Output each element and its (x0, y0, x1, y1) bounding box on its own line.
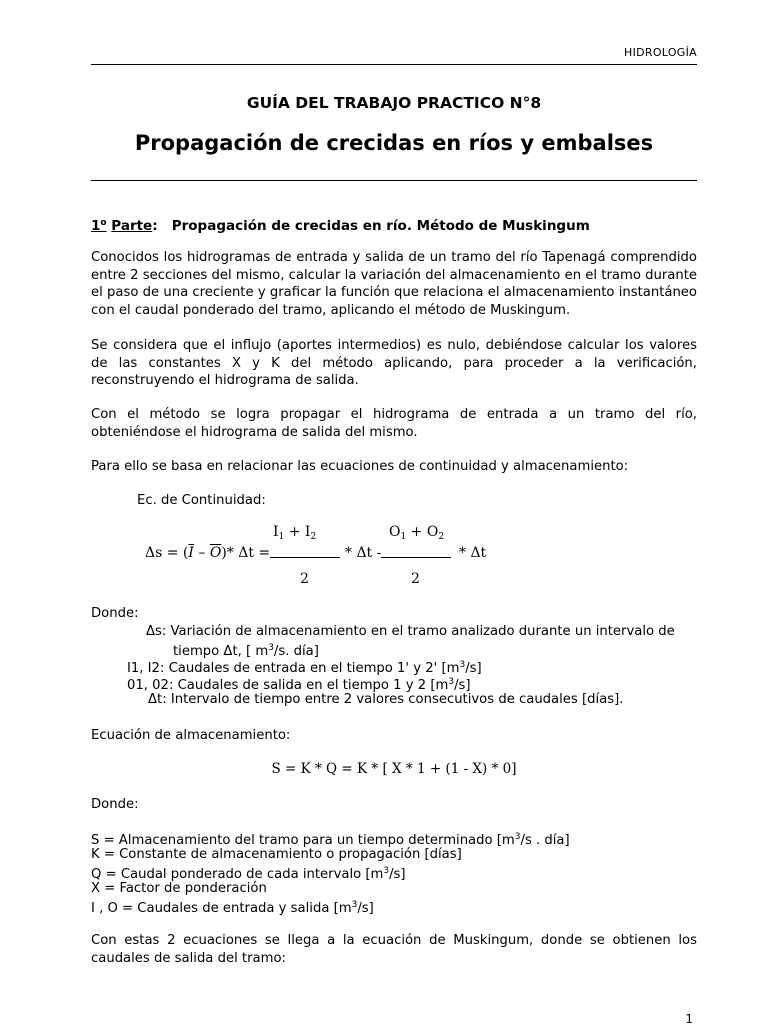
paragraph-3: Con el método se logra propagar el hidrograma de entrada a un tramo del río, obteniéndose el hidrograma de salida del mismo. (91, 407, 697, 440)
def-outflows: 01, 02: Caudales de salida en el tiempo 1 y 2 $[m^3/s]$ (127, 677, 471, 693)
paragraph-4: Para ello se basa en relacionar las ecuaciones de continuidad y almacenamiento: (91, 459, 629, 474)
def-inflows: I1, I2: Caudales de entrada en el tiempo 1' y 2' $[m^3/s]$ (127, 660, 482, 676)
running-header: HIDROLOGÍA (624, 46, 697, 59)
guide-title: GUÍA DEL TRABAJO PRACTICO N°8 (246, 94, 542, 112)
numerator-outflow: $O_1 + O_2$ (389, 524, 445, 542)
section-heading: 1$^o$ Parte: Propagación de crecidas en río. Método de Muskingum (91, 218, 590, 234)
donde-label-1: Donde: (91, 606, 139, 621)
def-k: K = Constante de almacenamiento o propagación [días] (91, 847, 462, 862)
paragraph-final: Con estas 2 ecuaciones se llega a la ecuación de Muskingum, donde se obtienen los caudales de salida del tramo: (91, 933, 697, 966)
def-q: Q = Caudal ponderado de cada intervalo $[m^3/s]$ (91, 866, 406, 882)
section-part: Parte (111, 218, 153, 234)
equation-middle: * Δt - (345, 545, 382, 561)
paragraph-2: Se considera que el influjo (aportes intermedios) es nulo, debiéndose calcular los valores de las constantes X y K del método aplicando, para proceder a la verificación, reconstruyendo el hidrograma de salida. (91, 338, 697, 388)
denominator-1: 2 (300, 571, 309, 587)
document-page (91, 0, 697, 1024)
numerator-inflow: $I_1 + I_2$ (273, 524, 317, 542)
donde-label-2: Donde: (91, 797, 139, 812)
paragraph-1: Conocidos los hidrogramas de entrada y salida de un tramo del río Tapenagá comprendido entre 2 secciones del mismo, calcular la variación del almacenamiento en el tramo durante el paso de una creciente y graficar la función que relaciona el almacenamiento instantáneo con el caudal ponderado del tramo, aplicando el método de Muskingum. (91, 250, 697, 318)
section-number: 1$^o$ (91, 218, 107, 234)
fraction-bar-1 (270, 557, 340, 558)
storage-equation: S = K * Q = K * [ X * 1 + (1 - X) * 0] (271, 761, 517, 777)
def-delta-t: Δt: Intervalo de tiempo entre 2 valores consecutivos de caudales [días]. (148, 692, 624, 707)
main-title: Propagación de crecidas en ríos y embalses (134, 131, 654, 155)
continuity-label: Ec. de Continuidad: (137, 493, 266, 508)
fraction-bar-2 (381, 557, 451, 558)
def-x: X = Factor de ponderación (91, 881, 267, 896)
section-title: Propagación de crecidas en río. Método de Muskingum (171, 218, 590, 234)
equation-tail: * Δt (459, 545, 487, 561)
def-storage: S = Almacenamiento del tramo para un tiempo determinado [$m^3/s$ . día] (91, 832, 570, 848)
title-rule (91, 180, 697, 181)
def-delta-s-cont: tiempo Δt, [ $m^3/s$. día] (173, 643, 319, 659)
def-io: I , O = Caudales de entrada y salida $[m^3/s]$ (91, 900, 374, 916)
header-rule (91, 64, 697, 65)
def-delta-s: Δs: Variación de almacenamiento en el tramo analizado durante un intervalo de (146, 624, 675, 639)
page-number: 1 (685, 1012, 693, 1026)
equation-lhs: $\Delta s = (\overline{I} - \overline{O})*$ Δt = (145, 545, 271, 561)
denominator-2: 2 (411, 571, 420, 587)
storage-label: Ecuación de almacenamiento: (91, 728, 291, 743)
